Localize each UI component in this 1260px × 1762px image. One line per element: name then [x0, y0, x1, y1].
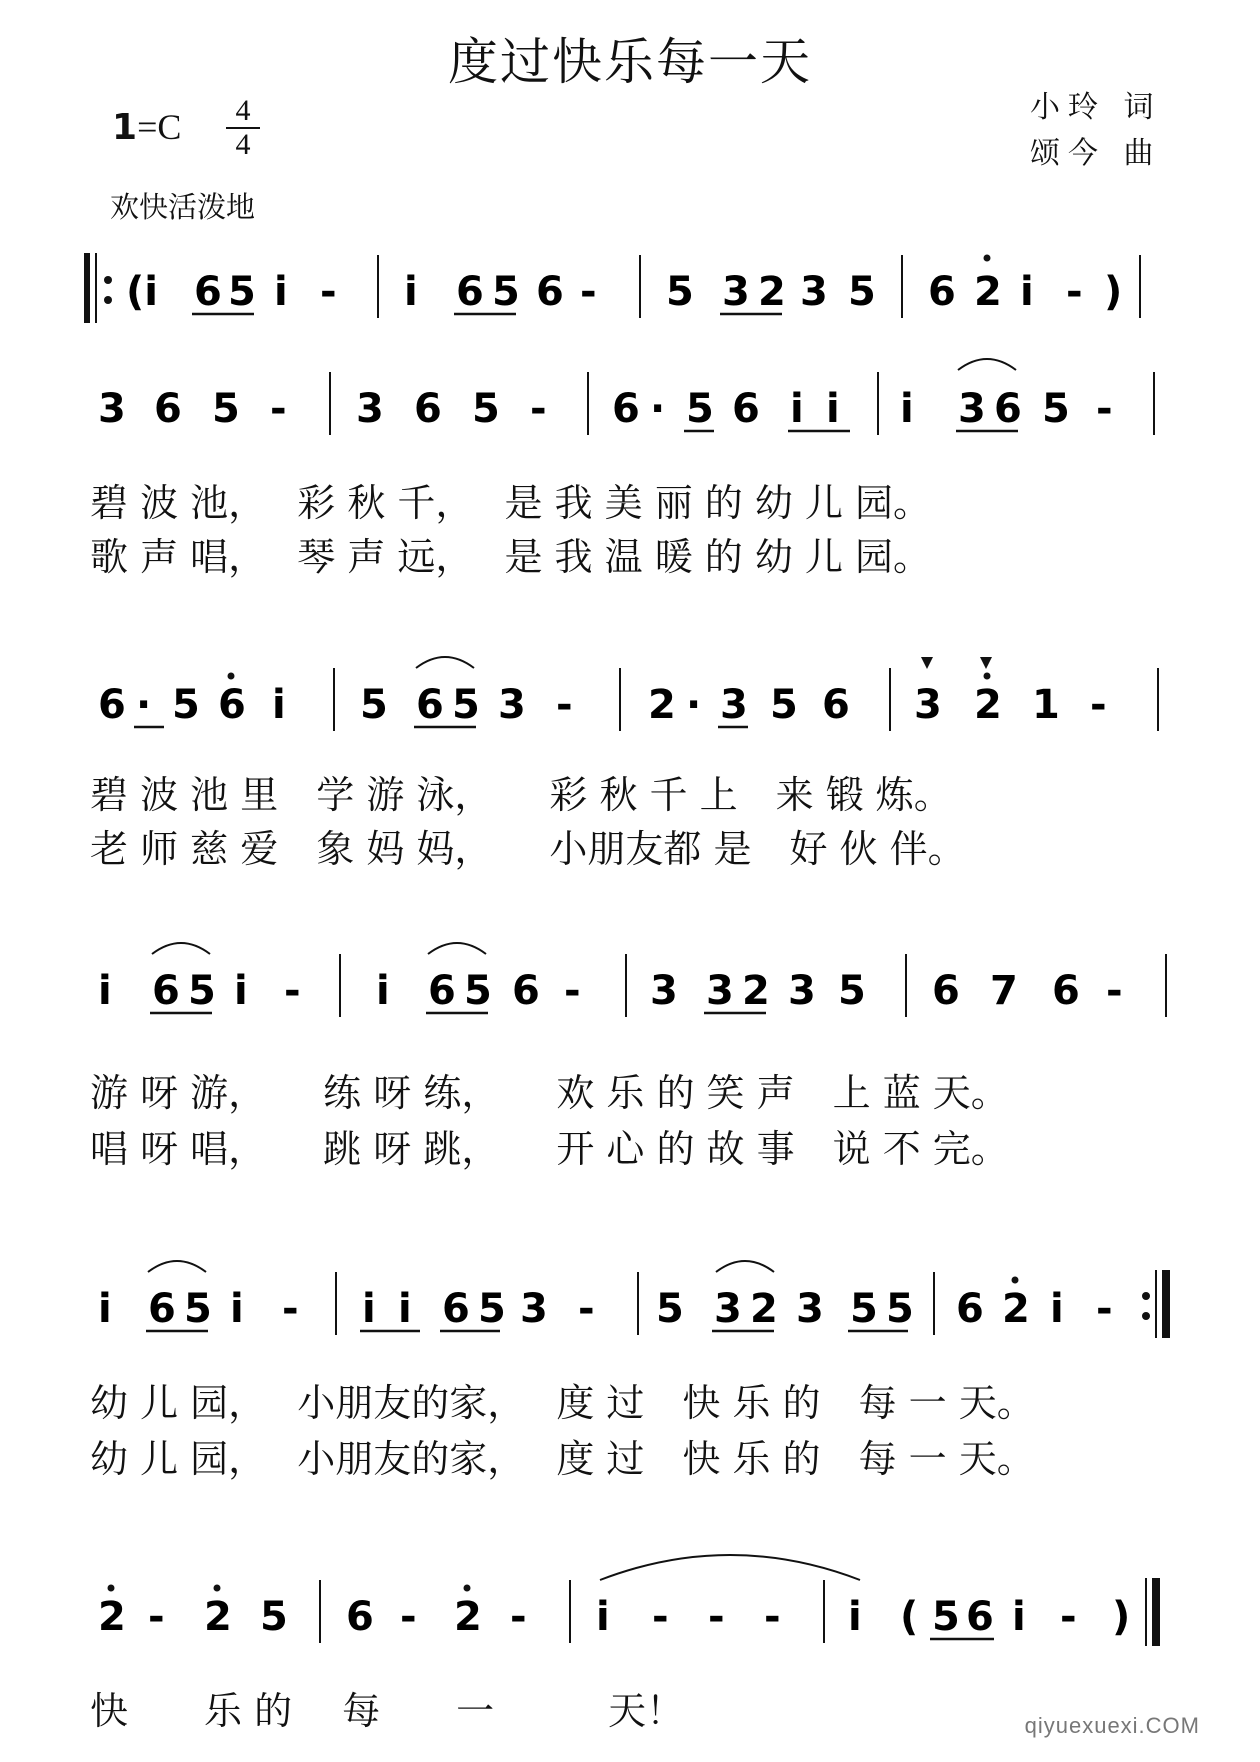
tempo-marking: 欢快活泼地 [110, 190, 256, 224]
note: 3 [98, 386, 126, 432]
lyric-line: 游 呀 游， 练 呀 练， 欢 乐 的 笑 声 上 蓝 天。 [90, 1071, 1009, 1115]
note: 2 [1002, 1286, 1030, 1332]
staccato-wedge [921, 657, 933, 669]
note: 5 [1042, 386, 1070, 432]
note: - [1060, 1594, 1077, 1640]
note: - [708, 1594, 725, 1640]
note: i [98, 968, 112, 1014]
note: 6 [428, 968, 456, 1014]
system-3 [98, 657, 1158, 731]
note: 3 [914, 682, 942, 728]
site-watermark: qiyuexuexi.COM [1024, 1713, 1200, 1738]
note: - [764, 1594, 781, 1640]
note: - [652, 1594, 669, 1640]
note: 6 [442, 1286, 470, 1332]
staccato-wedge [980, 657, 992, 669]
note: 6 [512, 968, 540, 1014]
system-6 [98, 1555, 1160, 1646]
note: - [556, 682, 573, 728]
lyric-line: 碧 波 池 里 学 游 泳， 彩 秋 千 上 来 锻 炼。 [90, 773, 952, 817]
note: 3 [796, 1286, 824, 1332]
note: 6 [732, 386, 760, 432]
tie [600, 1555, 860, 1580]
note: - [320, 269, 337, 315]
note: 5 [228, 269, 256, 315]
note: - [564, 968, 581, 1014]
note: 5 [172, 682, 200, 728]
octave-dot [228, 673, 235, 680]
slur [716, 1261, 774, 1272]
note: 3 [722, 269, 750, 315]
note: 2 [98, 1594, 126, 1640]
note: 6 [194, 269, 222, 315]
octave-dot [108, 1585, 115, 1592]
note: - [284, 968, 301, 1014]
note: 5 [478, 1286, 506, 1332]
composer-credit: 颂今 曲 [1030, 136, 1162, 171]
note: 6 [154, 386, 182, 432]
octave-dot [984, 673, 991, 680]
note: 6 [822, 682, 850, 728]
note: 6 [152, 968, 180, 1014]
note: i [1020, 269, 1034, 315]
lyric-line: 老 师 慈 爱 象 妈 妈， 小朋友都 是 好 伙 伴。 [90, 827, 966, 871]
lyric-line: 唱 呀 唱， 跳 呀 跳， 开 心 的 故 事 说 不 完。 [90, 1127, 1009, 1171]
lyric-line: 幼 儿 园， 小朋友的家， 度 过 快 乐 的 每 一 天。 [90, 1381, 1035, 1425]
note: 6 [456, 269, 484, 315]
note: 3 [958, 386, 986, 432]
note: 5 [850, 1286, 878, 1332]
note: · [136, 682, 152, 728]
note: - [1096, 1286, 1113, 1332]
final-thick-bar [1152, 1578, 1160, 1646]
note: 5 [886, 1286, 914, 1332]
note: 3 [650, 968, 678, 1014]
note: 6 [414, 386, 442, 432]
note: i [230, 1286, 244, 1332]
note: 2 [758, 269, 786, 315]
system-5 [98, 1261, 1170, 1338]
slur [148, 1261, 206, 1272]
note: 2 [204, 1594, 232, 1640]
note: - [578, 1286, 595, 1332]
note: 6 [966, 1594, 994, 1640]
note: 5 [464, 968, 492, 1014]
repeat-dot [104, 276, 112, 284]
slur [152, 943, 210, 954]
repeat-end-thick-bar [1162, 1270, 1170, 1338]
note: i [848, 1594, 862, 1640]
note: ) [1104, 269, 1123, 315]
note: 7 [990, 968, 1018, 1014]
octave-dot [214, 1585, 221, 1592]
note: 1 [1032, 682, 1060, 728]
note: - [282, 1286, 299, 1332]
note: · [686, 682, 702, 728]
repeat-dot [104, 296, 112, 304]
note: 3 [714, 1286, 742, 1332]
system-1 [84, 253, 1140, 323]
note: 5 [212, 386, 240, 432]
note: i [98, 1286, 112, 1332]
note: - [580, 269, 597, 315]
note: 5 [184, 1286, 212, 1332]
slur [428, 943, 486, 954]
note: 6 [416, 682, 444, 728]
note: 5 [838, 968, 866, 1014]
note: - [510, 1594, 527, 1640]
note: i [274, 269, 288, 315]
note: - [1066, 269, 1083, 315]
note: 3 [706, 968, 734, 1014]
note: - [270, 386, 287, 432]
lyricist-credit: 小玲 词 [1030, 90, 1162, 125]
note: 5 [932, 1594, 960, 1640]
system-2 [98, 359, 1154, 435]
note: 5 [472, 386, 500, 432]
lyric-line: 快 乐 的 每 一 天！ [90, 1689, 685, 1733]
note: 2 [648, 682, 676, 728]
note: 2 [974, 269, 1002, 315]
note: 6 [994, 386, 1022, 432]
repeat-dot [1142, 1292, 1150, 1300]
note: 3 [788, 968, 816, 1014]
note: i [1012, 1594, 1026, 1640]
note: 5 [452, 682, 480, 728]
lyric-line: 碧 波 池， 彩 秋 千， 是 我 美 丽 的 幼 儿 园。 [90, 481, 932, 525]
note: - [1106, 968, 1123, 1014]
note: 6 [928, 269, 956, 315]
note: i [376, 968, 390, 1014]
note: i [826, 386, 840, 432]
note: ( [900, 1594, 919, 1640]
note: 6 [346, 1594, 374, 1640]
note: 5 [360, 682, 388, 728]
repeat-start-thick-bar [84, 253, 90, 323]
note: (i [126, 269, 158, 315]
note: i [272, 682, 286, 728]
note: 3 [720, 682, 748, 728]
note: 5 [848, 269, 876, 315]
note: i [900, 386, 914, 432]
octave-dot [984, 255, 991, 262]
note: 5 [686, 386, 714, 432]
note: 6 [98, 682, 126, 728]
system-4 [98, 943, 1166, 1017]
note: - [1090, 682, 1107, 728]
octave-dot [1012, 1277, 1019, 1284]
lyric-line: 幼 儿 园， 小朋友的家， 度 过 快 乐 的 每 一 天。 [90, 1437, 1035, 1481]
note: 2 [974, 682, 1002, 728]
note: - [1096, 386, 1113, 432]
note: 5 [492, 269, 520, 315]
note: i [398, 1286, 412, 1332]
octave-dot [464, 1585, 471, 1592]
note: 3 [520, 1286, 548, 1332]
song-title: 度过快乐每一天 [448, 33, 812, 91]
note: 3 [356, 386, 384, 432]
note: 6 [536, 269, 564, 315]
note: 2 [742, 968, 770, 1014]
note: 6 [1052, 968, 1080, 1014]
note: 2 [454, 1594, 482, 1640]
note: 5 [260, 1594, 288, 1640]
note: 3 [498, 682, 526, 728]
note: 6 [612, 386, 640, 432]
note: i [1050, 1286, 1064, 1332]
note: - [148, 1594, 165, 1640]
note: - [400, 1594, 417, 1640]
note: 5 [188, 968, 216, 1014]
note: i [362, 1286, 376, 1332]
note: 6 [956, 1286, 984, 1332]
slur [958, 359, 1016, 370]
note: 5 [770, 682, 798, 728]
repeat-dot [1142, 1312, 1150, 1320]
note: 6 [932, 968, 960, 1014]
note: ) [1112, 1594, 1131, 1640]
note: 6 [218, 682, 246, 728]
note: 5 [666, 269, 694, 315]
note: 6 [148, 1286, 176, 1332]
note: i [234, 968, 248, 1014]
note: i [596, 1594, 610, 1640]
note: 2 [750, 1286, 778, 1332]
note: i [790, 386, 804, 432]
slur [416, 657, 474, 668]
time-signature: 4 4 [226, 96, 260, 160]
note: 3 [800, 269, 828, 315]
note: · [650, 386, 666, 432]
key-signature: 1=C [112, 107, 182, 148]
note: i [404, 269, 418, 315]
note: 5 [656, 1286, 684, 1332]
lyric-line: 歌 声 唱， 琴 声 远， 是 我 温 暖 的 幼 儿 园。 [90, 535, 932, 579]
note: - [530, 386, 547, 432]
